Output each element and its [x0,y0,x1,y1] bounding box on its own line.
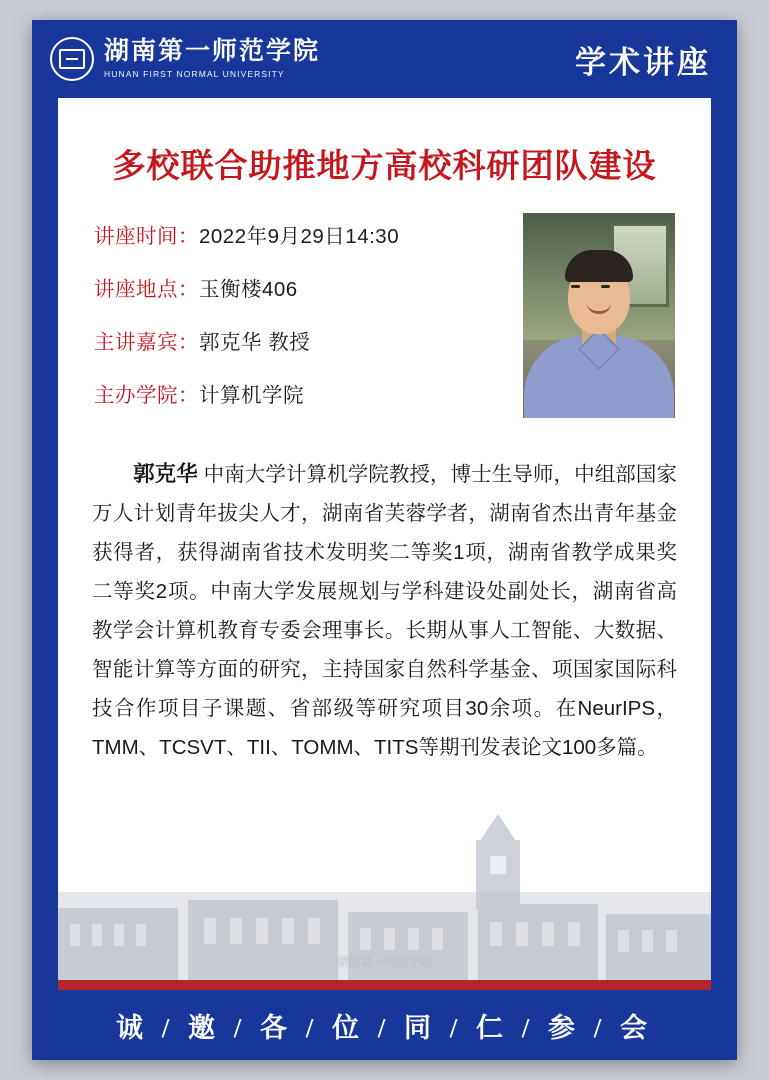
speaker-portrait [523,213,675,418]
info-item-host [94,378,517,408]
info-section [58,187,711,431]
info-item-speaker [94,325,517,355]
poster-header [32,20,737,98]
university-brand [50,37,320,81]
card-bottom-bar [58,980,711,990]
info-item-time [94,219,517,249]
brand-name-en: HUNAN FIRST NORMAL UNIVERSITY [104,69,285,80]
poster-footer: 诚 / 邀 / 各 / 位 / 同 / 仁 / 参 / 会 [115,1012,653,1043]
info-value-location: 玉衡楼406 [199,278,298,301]
info-label-host: 主办学院： [94,384,199,407]
portrait-eye-left [571,285,580,288]
info-value-time: 2022年9月29日14:30 [199,225,400,248]
university-seal-icon [50,37,94,81]
speaker-bio [92,455,677,767]
info-list [94,213,517,431]
header-title: 学术讲座 [575,44,711,80]
svg-text:湖南第一师范学院: 湖南第一师范学院 [335,955,433,969]
bio-text: 中南大学计算机学院教授，博士生导师，中组部国家万人计划青年拔尖人才，湖南省芙蓉学者，湖南省杰出青年基金获得者，获得湖南省技术发明奖二等奖1项，湖南省教学成果奖二等奖2项。中南大学发展规划与学科建设处副处长，湖南省高教学会计算机教育专委会理事长。长期从事人工智能、大数据、智能计算等方面的研究，主持国家自然科学基金、项国家国际科技合作项目子课题、省部级等研究项目30余项。在NeurIPS，TMM、TCSVT、TII、TOMM、TITS等期刊发表论文100多篇。 [92,463,677,759]
info-value-speaker: 郭克华 教授 [199,331,311,354]
campus-illustration [58,800,711,990]
info-value-host: 计算机学院 [199,384,304,407]
info-label-location: 讲座地点： [94,278,199,301]
brand-text [104,39,320,79]
poster-card [58,98,711,990]
info-item-location [94,272,517,302]
bio-lead-name: 郭克华 [133,462,198,486]
brand-name-cn: 湖南第一师范学院 [104,38,321,66]
info-label-time: 讲座时间： [94,225,199,248]
page-title: 多校联合助推地方高校科研团队建设 [112,147,657,184]
portrait-eye-right [601,285,610,288]
lecture-poster [32,20,737,1060]
info-label-speaker: 主讲嘉宾： [94,331,199,354]
